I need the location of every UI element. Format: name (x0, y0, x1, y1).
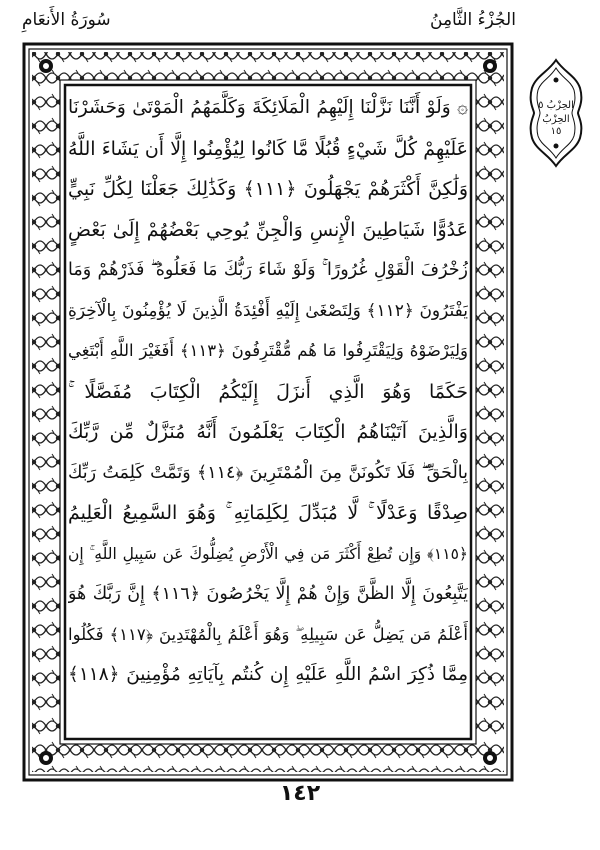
verse-line: ﴿١١٥﴾ وَإِن تُطِعْ أَكْثَرَ مَن فِي الْأَرْضِ يُضِلُّوكَ عَن سَبِيلِ اللَّهِ ۚ إِن (68, 544, 468, 563)
verse-line: صِدْقًا وَعَدْلًا ۚ لَّا مُبَدِّلَ لِكَلِمَاتِهِ ۚ وَهُوَ السَّمِيعُ الْعَلِيمُ (68, 502, 468, 524)
hizb-ornament-icon (528, 58, 584, 168)
surah-name-header: سُورَةُ الأَنعَامِ (22, 10, 111, 30)
hizb-label-2: الحِزْبُ ١٥ (542, 114, 570, 137)
verse-line: مِمَّا ذُكِرَ اسْمُ اللَّهِ عَلَيْهِ إِن كُنتُم بِآيَاتِهِ مُؤْمِنِينَ ﴿١١٨﴾ (68, 664, 468, 685)
verse-line: عَدُوًّا شَيَاطِينَ الْإِنسِ وَالْجِنِّ يُوحِي بَعْضُهُمْ إِلَىٰ بَعْضٍ (68, 218, 468, 241)
verse-line: أَعْلَمُ مَن يَضِلُّ عَن سَبِيلِهِ ۖ وَهُوَ أَعْلَمُ بِالْمُهْتَدِينَ ﴿١١٧﴾ فَكُلُوا (68, 624, 468, 644)
juz-name-header: الجُزْءُ الثَّامِنُ (430, 10, 516, 30)
verse-line: وَلِيَرْضَوْهُ وَلِيَقْتَرِفُوا مَا هُم مُّقْتَرِفُونَ ﴿١١٣﴾ أَفَغَيْرَ اللَّهِ أَبْتَغِي (68, 341, 468, 360)
hizb-label-1: الحِزْبُ ٥ (538, 100, 574, 111)
verse-line: وَلَٰكِنَّ أَكْثَرَهُمْ يَجْهَلُونَ ﴿١١١﴾ وَكَذَٰلِكَ جَعَلْنَا لِكُلِّ نَبِيٍّ (68, 178, 468, 200)
hizb-marker (528, 58, 584, 168)
verse-line: يَفْتَرُونَ ﴿١١٢﴾ وَلِتَصْغَىٰ إِلَيْهِ أَفْئِدَةُ الَّذِينَ لَا يُؤْمِنُونَ بِالْآخِرَةِ (68, 300, 468, 321)
verse-line: بِالْحَقِّ ۖ فَلَا تَكُونَنَّ مِنَ الْمُمْتَرِينَ ﴿١١٤﴾ وَتَمَّتْ كَلِمَتُ رَبِّكَ (68, 462, 468, 483)
verse-line: زُخْرُفَ الْقَوْلِ غُرُورًا ۚ وَلَوْ شَاءَ رَبُّكَ مَا فَعَلُوهُ ۖ فَذَرْهُمْ وَمَا (68, 260, 468, 280)
verse-line: يَتَّبِعُونَ إِلَّا الظَّنَّ وَإِنْ هُمْ إِلَّا يَخْرُصُونَ ﴿١١٦﴾ إِنَّ رَبَّكَ هُوَ (68, 584, 468, 604)
page-number: ١٤٢ (279, 781, 321, 806)
verse-line: وَالَّذِينَ آتَيْنَاهُمُ الْكِتَابَ يَعْلَمُونَ أَنَّهُ مُنَزَّلٌ مِّن رَّبِّكَ (68, 421, 468, 443)
verse-line: عَلَيْهِمْ كُلَّ شَيْءٍ قُبُلًا مَّا كَانُوا لِيُؤْمِنُوا إِلَّا أَن يَشَاءَ اللَّهُ (68, 137, 468, 160)
verse-line: ۞ وَلَوْ أَنَّنَا نَزَّلْنَا إِلَيْهِمُ الْمَلَائِكَةَ وَكَلَّمَهُمُ الْمَوْتَىٰ وَحَشَرْنَا (68, 97, 468, 118)
verse-line: حَكَمًا وَهُوَ الَّذِي أَنزَلَ إِلَيْكُمُ الْكِتَابَ مُفَصَّلًا ۚ (68, 380, 468, 403)
quran-text-block (68, 88, 468, 736)
